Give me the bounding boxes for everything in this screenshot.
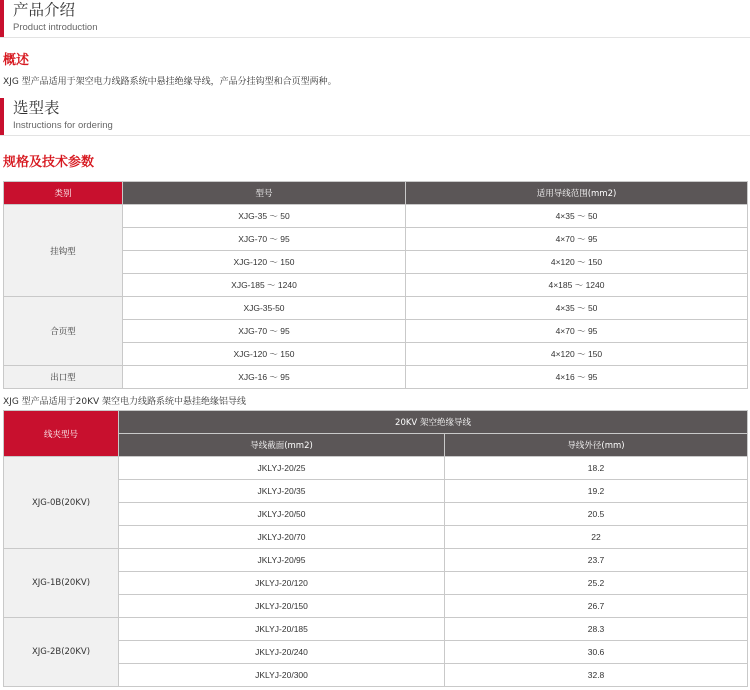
range-cell: 4×185 ～ 1240 [406, 274, 748, 297]
category-cell: 合页型 [4, 297, 123, 366]
table-row [4, 205, 748, 228]
spec-table-header-row [4, 182, 748, 205]
section-accent-bar [0, 98, 4, 135]
section-cell: JKLYJ-20/95 [119, 549, 445, 572]
diameter-cell: 23.7 [445, 549, 748, 572]
section-cell: JKLYJ-20/70 [119, 526, 445, 549]
section-title-zh: 选型表 [13, 99, 60, 117]
model-cell: XJG-35 ～ 50 [123, 205, 406, 228]
model-cell: XJG-16 ～ 95 [123, 366, 406, 389]
diameter-cell: 30.6 [445, 641, 748, 664]
section-cell: JKLYJ-20/35 [119, 480, 445, 503]
section-title-en: Product introduction [13, 22, 98, 33]
header-model: 型号 [123, 182, 406, 205]
table-row [4, 366, 748, 389]
header-range: 适用导线范围(mm2) [406, 182, 748, 205]
clip-cell: XJG-0B(20KV) [4, 457, 119, 549]
range-cell: 4×120 ～ 150 [406, 343, 748, 366]
diameter-cell: 22 [445, 526, 748, 549]
diameter-cell: 32.8 [445, 664, 748, 687]
overview-heading: 概述 [3, 53, 30, 68]
section-cell: JKLYJ-20/120 [119, 572, 445, 595]
overview-text: XJG 型产品适用于架空电力线路系统中悬挂绝缘导线，产品分挂钩型和合页型两种。 [3, 77, 337, 87]
section-title-en: Instructions for ordering [13, 120, 113, 131]
section-title-zh: 产品介绍 [13, 1, 76, 19]
section-header-ordering [0, 98, 750, 136]
model-cell: XJG-70 ～ 95 [123, 320, 406, 343]
diameter-cell: 28.3 [445, 618, 748, 641]
range-cell: 4×35 ～ 50 [406, 205, 748, 228]
header-diameter: 导线外径(mm) [445, 434, 748, 457]
model-cell: XJG-185 ～ 1240 [123, 274, 406, 297]
diameter-cell: 26.7 [445, 595, 748, 618]
diameter-cell: 20.5 [445, 503, 748, 526]
section-cell: JKLYJ-20/25 [119, 457, 445, 480]
category-cell: 挂钩型 [4, 205, 123, 297]
category-cell: 出口型 [4, 366, 123, 389]
model-cell: XJG-70 ～ 95 [123, 228, 406, 251]
section-cell: JKLYJ-20/150 [119, 595, 445, 618]
model-cell: XJG-120 ～ 150 [123, 343, 406, 366]
specs-heading: 规格及技术参数 [3, 155, 95, 170]
range-cell: 4×70 ～ 95 [406, 228, 748, 251]
header-section: 导线截面(mm2) [119, 434, 445, 457]
section-cell: JKLYJ-20/185 [119, 618, 445, 641]
diameter-cell: 18.2 [445, 457, 748, 480]
clip-cell: XJG-2B(20KV) [4, 618, 119, 687]
diameter-cell: 19.2 [445, 480, 748, 503]
range-cell: 4×120 ～ 150 [406, 251, 748, 274]
section-accent-bar [0, 0, 4, 37]
diameter-cell: 25.2 [445, 572, 748, 595]
section-cell: JKLYJ-20/240 [119, 641, 445, 664]
range-cell: 4×70 ～ 95 [406, 320, 748, 343]
table-row [4, 618, 748, 641]
header-20kv-conductor: 20KV 架空绝缘导线 [119, 411, 748, 434]
conductor-table-header-row [4, 411, 748, 434]
conductor-table [3, 410, 748, 687]
section-cell: JKLYJ-20/50 [119, 503, 445, 526]
spec-table [3, 181, 748, 389]
header-clip-model: 线夹型号 [4, 411, 119, 457]
range-cell: 4×16 ～ 95 [406, 366, 748, 389]
section-header-product-intro [0, 0, 750, 38]
table-row [4, 549, 748, 572]
clip-cell: XJG-1B(20KV) [4, 549, 119, 618]
model-cell: XJG-35-50 [123, 297, 406, 320]
header-category: 类别 [4, 182, 123, 205]
table-row [4, 297, 748, 320]
table2-note: XJG 型产品适用于20KV 架空电力线路系统中悬挂绝缘铝导线 [3, 397, 247, 407]
model-cell: XJG-120 ～ 150 [123, 251, 406, 274]
range-cell: 4×35 ～ 50 [406, 297, 748, 320]
table-row [4, 457, 748, 480]
section-cell: JKLYJ-20/300 [119, 664, 445, 687]
